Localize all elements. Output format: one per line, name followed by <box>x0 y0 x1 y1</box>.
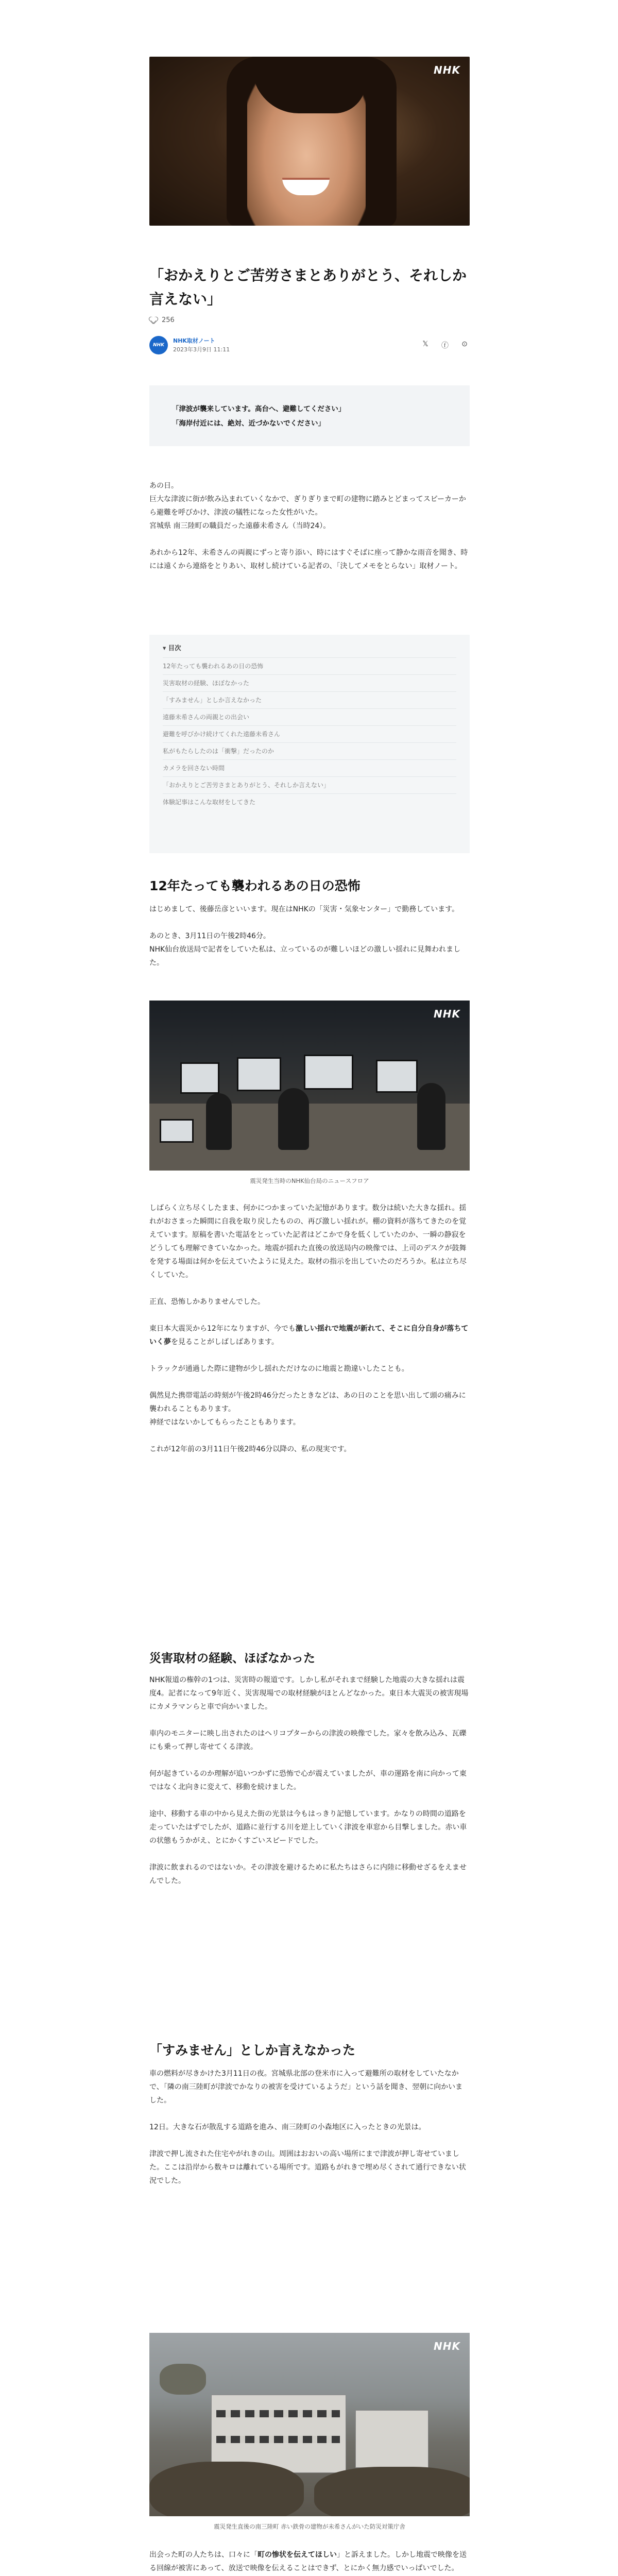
author-meta <box>173 336 230 354</box>
photo-debris <box>160 2364 206 2395</box>
hero-photo <box>149 57 470 226</box>
disaster-photo <box>149 2333 470 2516</box>
author-row <box>149 335 470 355</box>
s2-p1: NHK報道の権幹の1つは、災害時の報道です。しかし私がそれまで経験した地震の大きな揺れは震度4。記者になって9年近く、災害現場での取材経験がほとんどなかった。東日本大震災の被害現場にカメラマンらと車で向かいました。 <box>149 1676 469 1711</box>
avatar[interactable]: NHK <box>149 336 168 354</box>
photo-monitor <box>376 1060 418 1093</box>
s3-p1: 車の燃料が尽きかけた3月11日の夜。宮城県北部の登米市に入って避難所の取材をしていたなかで、「隣の南三陸町が津波でかなりの被害を受けているようだ」という話を聞き、翌朝に向かいました。 <box>149 2070 463 2105</box>
intro-p1b: 巨大な津波に街が飲み込まれていくなかで、ぎりぎりまで町の建物に踏みとどまってスピーカーから避難を呼びかけ、津波の犠牲になった女性がいた。 <box>149 495 466 517</box>
s1-p4: 正直、恐怖しかありませんでした。 <box>149 1298 265 1306</box>
s1-p7a: 偶然見た携帯電話の時刻が午後2時46分だったときなどは、あの日のことを思い出して頭の痛みに襲われることもあります。 <box>149 1392 466 1413</box>
intro-p1c: 宮城県 南三陸町の職員だった遠藤未希さん（当時24）。 <box>149 522 331 530</box>
toc-item[interactable]: 「おかえりとご苦労さまとありがとう、それしか言えない」 <box>163 776 456 793</box>
publish-date: 2023年3月9日 11:11 <box>173 346 230 353</box>
share-icons <box>420 340 470 350</box>
toc-item[interactable]: 遠藤未希さんの両親との出会い <box>163 708 456 725</box>
toc-heading: ▾ 目次 <box>163 644 181 652</box>
photo-monitor <box>304 1055 353 1090</box>
toc-item[interactable]: 私がもたらしたのは「衝撃」だったのか <box>163 742 456 759</box>
intro <box>149 479 470 573</box>
s3-p2: 12日。大きな石が散乱する道路を進み、南三陸町の小森地区に入ったときの光景は。 <box>149 2123 426 2131</box>
quote-callout <box>149 385 470 446</box>
toc-item[interactable]: 「すみません」としか言えなかった <box>163 691 456 708</box>
callout-line-1: 「津波が襲来しています。高台へ、避難してください」 <box>172 405 346 413</box>
photo-caption-2: 震災発生直後の南三陸町 赤い鉄骨の建物が未希さんがいた防災対策庁舎 <box>214 2523 405 2530</box>
article-title: 「おかえりとご苦労さまとありがとう、それしか言えない」 <box>149 267 467 308</box>
s2-p5: 津波に飲まれるのではないか。その津波を避けるために私たちはさらに内陸に移動せざるをえませんでした。 <box>149 1863 467 1885</box>
heart-icon[interactable] <box>149 317 158 324</box>
section1-body <box>149 1201 470 1456</box>
photo-windows <box>216 2410 340 2417</box>
table-of-contents <box>149 635 470 853</box>
photo-debris <box>149 2462 304 2516</box>
s1-p6: トラックが通過した際に建物が少し揺れただけなのに地震と勘違いしたことも。 <box>149 1365 409 1373</box>
newsroom-photo <box>149 1001 470 1171</box>
section-heading-2: 災害取材の経験、ほぼなかった <box>149 1652 315 1665</box>
like-row[interactable] <box>149 316 470 324</box>
s1-p8: これが12年前の3月11日午後2時46分以降の、私の現実です。 <box>149 1445 351 1453</box>
intro-p1a: あの日。 <box>149 482 178 490</box>
toc-item[interactable]: 12年たっても襲われるあの日の恐怖 <box>163 657 456 674</box>
section1-intro <box>149 903 470 970</box>
section-heading-3: 「すみません」としか言えなかった <box>149 2043 356 2058</box>
photo-person <box>278 1088 309 1150</box>
photo-windows <box>216 2436 340 2443</box>
s3-p3: 津波で押し流された住宅やがれきの山。周囲はおおいの高い場所にまで津波が押し寄せていました。ここは沿岸から数キロは離れている場所です。道路もがれきで埋め尽くされて通行できない状況でした。 <box>149 2150 466 2185</box>
nhk-logo: NHK <box>434 1008 460 1020</box>
photo-debris <box>314 2467 470 2516</box>
like-count: 256 <box>162 316 175 324</box>
s1-p1: はじめまして、後藤岳彦といいます。現在はNHKの「災害・気象センター」で勤務しています。 <box>149 905 459 913</box>
toc-item[interactable]: 災害取材の経験、ほぼなかった <box>163 674 456 691</box>
toc-item[interactable]: カメラを回さない時間 <box>163 759 456 776</box>
nhk-logo: NHK <box>434 64 460 76</box>
section3-body <box>149 2548 470 2576</box>
photo-person <box>206 1093 232 1150</box>
author-name[interactable]: NHK取材ノート <box>173 337 215 344</box>
section-heading-1: 12年たっても襲われるあの日の恐怖 <box>149 878 360 893</box>
nhk-logo: NHK <box>434 2340 460 2352</box>
callout-line-2: 「海岸付近には、絶対、近づかないでください」 <box>172 419 325 428</box>
toc-item[interactable]: 体験記事はこんな取材をしてきた <box>163 793 456 810</box>
photo-monitor <box>180 1062 219 1094</box>
x-icon[interactable]: 𝕏 <box>422 340 428 348</box>
s1-p7b: 神経ではないかしてもらったこともあります。 <box>149 1418 300 1427</box>
s3-p4: 出会った町の人たちは、口々に「町の惨状を伝えてほしい」と訴えました。しかし地震で映像を送る回線が被害にあって、放送で映像を伝えることはできず、とにかく無力感でいっぱいでした。 <box>149 2551 467 2572</box>
photo-monitor <box>160 1119 194 1143</box>
facebook-icon[interactable]: ⓕ <box>441 342 449 350</box>
photo-caption-1: 震災発生当時のNHK仙台局のニュースフロア <box>250 1177 369 1184</box>
section2-body <box>149 1673 470 1888</box>
photo-building <box>355 2410 428 2468</box>
s1-p2a: あのとき、3月11日の午後2時46分。 <box>149 932 270 940</box>
toc-item[interactable]: 避難を呼びかけ続けてくれた遠藤未希さん <box>163 725 456 742</box>
link-icon[interactable]: ⊙ <box>461 340 468 348</box>
s2-p2: 車内のモニターに映し出されたのはヘリコプターからの津波の映像でした。家々を飲み込み、瓦礫にも乗って押し寄せてくる津波。 <box>149 1730 467 1751</box>
intro-p2: あれから12年、未希さんの両親にずっと寄り添い、時にはすぐそばに座って静かな雨音を聞き、時には遠くから連絡をとりあい、取材し続けている記者の、「決してメモをとらない」取材ノート。 <box>149 549 468 570</box>
s1-p2b: NHK仙台放送局で記者をしていた私は、立っているのが難しいほどの激しい揺れに見舞われました。 <box>149 945 461 967</box>
section3-intro <box>149 2067 470 2188</box>
s1-p5: 東日本大震災から12年になりますが、今でも激しい揺れで地震が新れて、そこに自分自身が落ちていく夢を見ることがしばしばあります。 <box>149 1325 469 1346</box>
s2-p3: 何が起きているのか理解が追いつかずに恐怖で心が震えていましたが、車の運路を南に向かって東ではなく北向きに変えて、移動を続けました。 <box>149 1770 467 1791</box>
photo-person <box>417 1083 445 1150</box>
s2-p4: 途中、移動する車の中から見えた街の光景は今もはっきり記憶しています。かなりの時間の道路を走っていたはずでしたが、道路に並行する川を逆上していく津波を車窓から目撃しました。赤い車の状態もうかがえ、とにかくすごいスピードでした。 <box>149 1810 467 1845</box>
photo-monitor <box>237 1057 281 1091</box>
s1-p3: しばらく立ち尽くしたまま、何かにつかまっていた記憶があります。数分は続いた大きな揺れ。揺れがおさまった瞬間に自我を取り戻したものの、再び激しい揺れが。棚の資料が落ちてきたのを覚えています。原稿を書いた電話をとっていた記者はどこかで身を低くしていたのか、一瞬の静寂をどうしても理解できていなかった。地震が揺れた直後の放送局内の映像では、上司のデスクが鼓舞を発する場面は何かを伝えていたように見えた。取材の指示を出していたのだろうか。私は立ち尽くしていた。 <box>149 1204 467 1279</box>
